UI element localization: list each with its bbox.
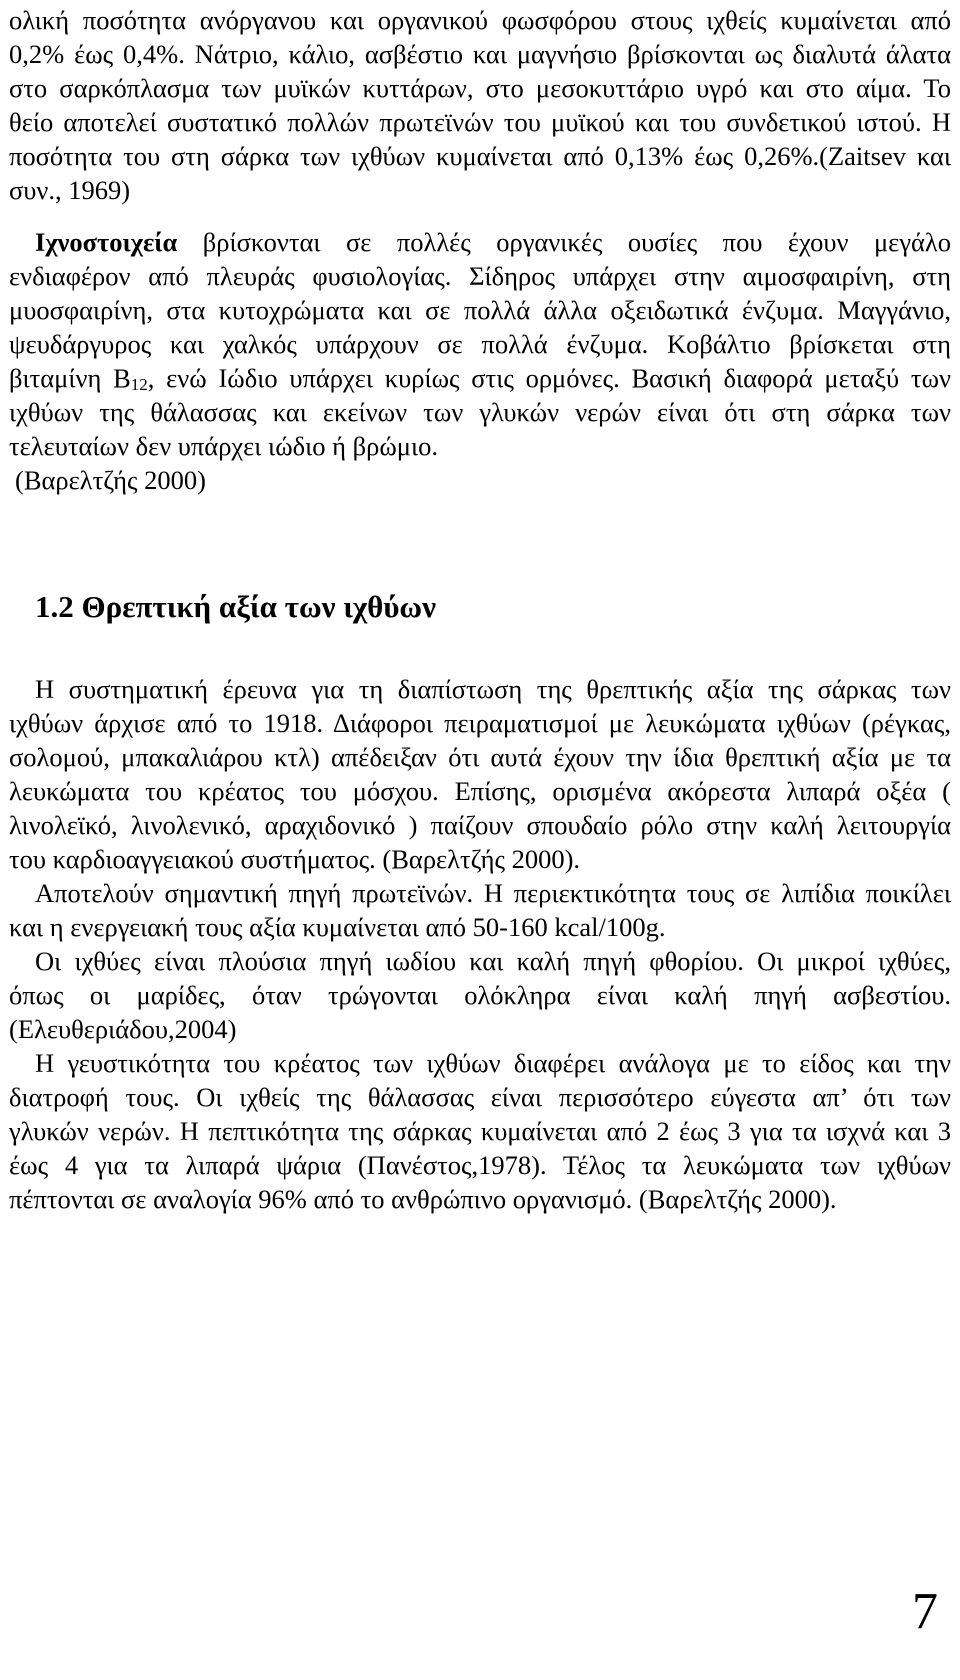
text-line: λινολεϊκό, λινολενικό, αραχιδονικό ) παίζουν σπουδαίο ρόλο στην καλή λειτουργία [9, 810, 951, 840]
citation: (Βαρελτζής 2000) [15, 465, 206, 495]
text-line [9, 361, 951, 395]
text-line: συν., 1969) [9, 175, 131, 205]
text-line: ιχθύων άρχισε από το 1918. Διάφοροι πειραματισμοί με λευκώματα ιχθύων (ρέγκας, [9, 708, 951, 738]
text-line: Η γευστικότητα του κρέατος των ιχθύων διαφέρει ανάλογα με το είδος και την [35, 1048, 951, 1078]
term-trace-elements: Ιχνοστοιχεία [35, 227, 178, 257]
text-fragment: βρίσκονται σε πολλές οργανικές ουσίες που έχουν μεγάλο [202, 227, 952, 257]
text-line: Η συστηματική έρευνα για τη διαπίστωση της θρεπτικής αξία της σάρκας των [35, 674, 951, 704]
text-fragment: , ενώ Ιώδιο υπάρχει κυρίως στις ορμόνες. Βασική διαφορά μεταξύ των [147, 363, 952, 393]
text-line: του καρδιοαγγειακού συστήματος. (Βαρελτζής 2000). [9, 844, 581, 874]
text-line: έως 4 για τα λιπαρά ψάρια (Πανέστος,1978). Τέλος τα λευκώματα των ιχθύων [9, 1150, 951, 1180]
text-line: Οι ιχθύες είναι πλούσια πηγή ιωδίου και καλή πηγή φθορίου. Οι μικροί ιχθύες, [35, 946, 951, 976]
text-line: ενδιαφέρον από πλευράς φυσιολογίας. Σίδηρος υπάρχει στην αιμοσφαιρίνη, στη [9, 261, 951, 291]
text-line: ολική ποσότητα ανόργανου και οργανικού φωσφόρου στους ιχθείς κυμαίνεται από [9, 5, 951, 35]
section-heading: 1.2 Θρεπτική αξία των ιχθύων [35, 589, 436, 624]
text-fragment: βιταμίνη Β [9, 363, 131, 393]
text-line: Αποτελούν σημαντική πηγή πρωτεϊνών. Η περιεκτικότητα τους σε λιπίδια ποικίλει [35, 878, 951, 908]
text-line: όπως οι μαρίδες, όταν τρώγονται ολόκληρα είναι καλή πηγή ασβεστίου. [9, 980, 951, 1010]
text-line: διατροφή τους. Οι ιχθείς της θάλασσας είναι περισσότερο εύγεστα απ’ ότι των [9, 1082, 951, 1112]
text-line: θείο αποτελεί συστατικό πολλών πρωτεϊνών του μυϊκού και του συνδετικού ιστού. Η [9, 107, 951, 137]
text-line: και η ενεργειακή τους αξία κυμαίνεται από 50-160 kcal/100g. [9, 912, 666, 942]
text-line: ψευδάργυρος και χαλκός υπάρχουν σε πολλά ένζυμα. Κοβάλτιο βρίσκεται στη [9, 329, 951, 359]
text-line: τελευταίων δεν υπάρχει ιώδιο ή βρώμιο. [9, 431, 438, 461]
text-line: λευκώματα του κρέατος του μόσχου. Επίσης, ορισμένα ακόρεστα λιπαρά οξέα ( [9, 776, 951, 806]
text-line: σολομού, μπακαλιάρου κτλ) απέδειξαν ότι αυτά έχουν την ίδια θρεπτική αξία με τα [9, 742, 951, 772]
text-line: στο σαρκόπλασμα των μυϊκών κυττάρων, στο μεσοκυττάριο υγρό και στο αίμα. Το [9, 73, 951, 103]
text-line: γλυκών νερών. Η πεπτικότητα της σάρκας κυμαίνεται από 2 έως 3 για τα ισχνά και 3 [9, 1116, 951, 1146]
text-line: πέπτονται σε αναλογία 96% από το ανθρώπινο οργανισμό. (Βαρελτζής 2000). [9, 1184, 837, 1214]
text-line: ποσότητα του στη σάρκα των ιχθύων κυμαίνεται από 0,13% έως 0,26%.(Zaitsev και [9, 141, 951, 171]
text-line: 0,2% έως 0,4%. Νάτριο, κάλιο, ασβέστιο και μαγνήσιο βρίσκονται ως διαλυτά άλατα [9, 39, 951, 69]
text-line: ιχθύων της θάλασσας και εκείνων των γλυκών νερών είναι ότι στη σάρκα των [9, 397, 951, 427]
text-line: (Ελευθεριάδου,2004) [9, 1014, 237, 1044]
subscript-12: 12 [130, 375, 148, 394]
text-line [35, 225, 951, 259]
page-number: 7 [912, 1583, 938, 1640]
text-line: μυοσφαιρίνη, στα κυτοχρώματα και σε πολλά άλλα οξειδωτικά ένζυμα. Μαγγάνιο, [9, 295, 951, 325]
